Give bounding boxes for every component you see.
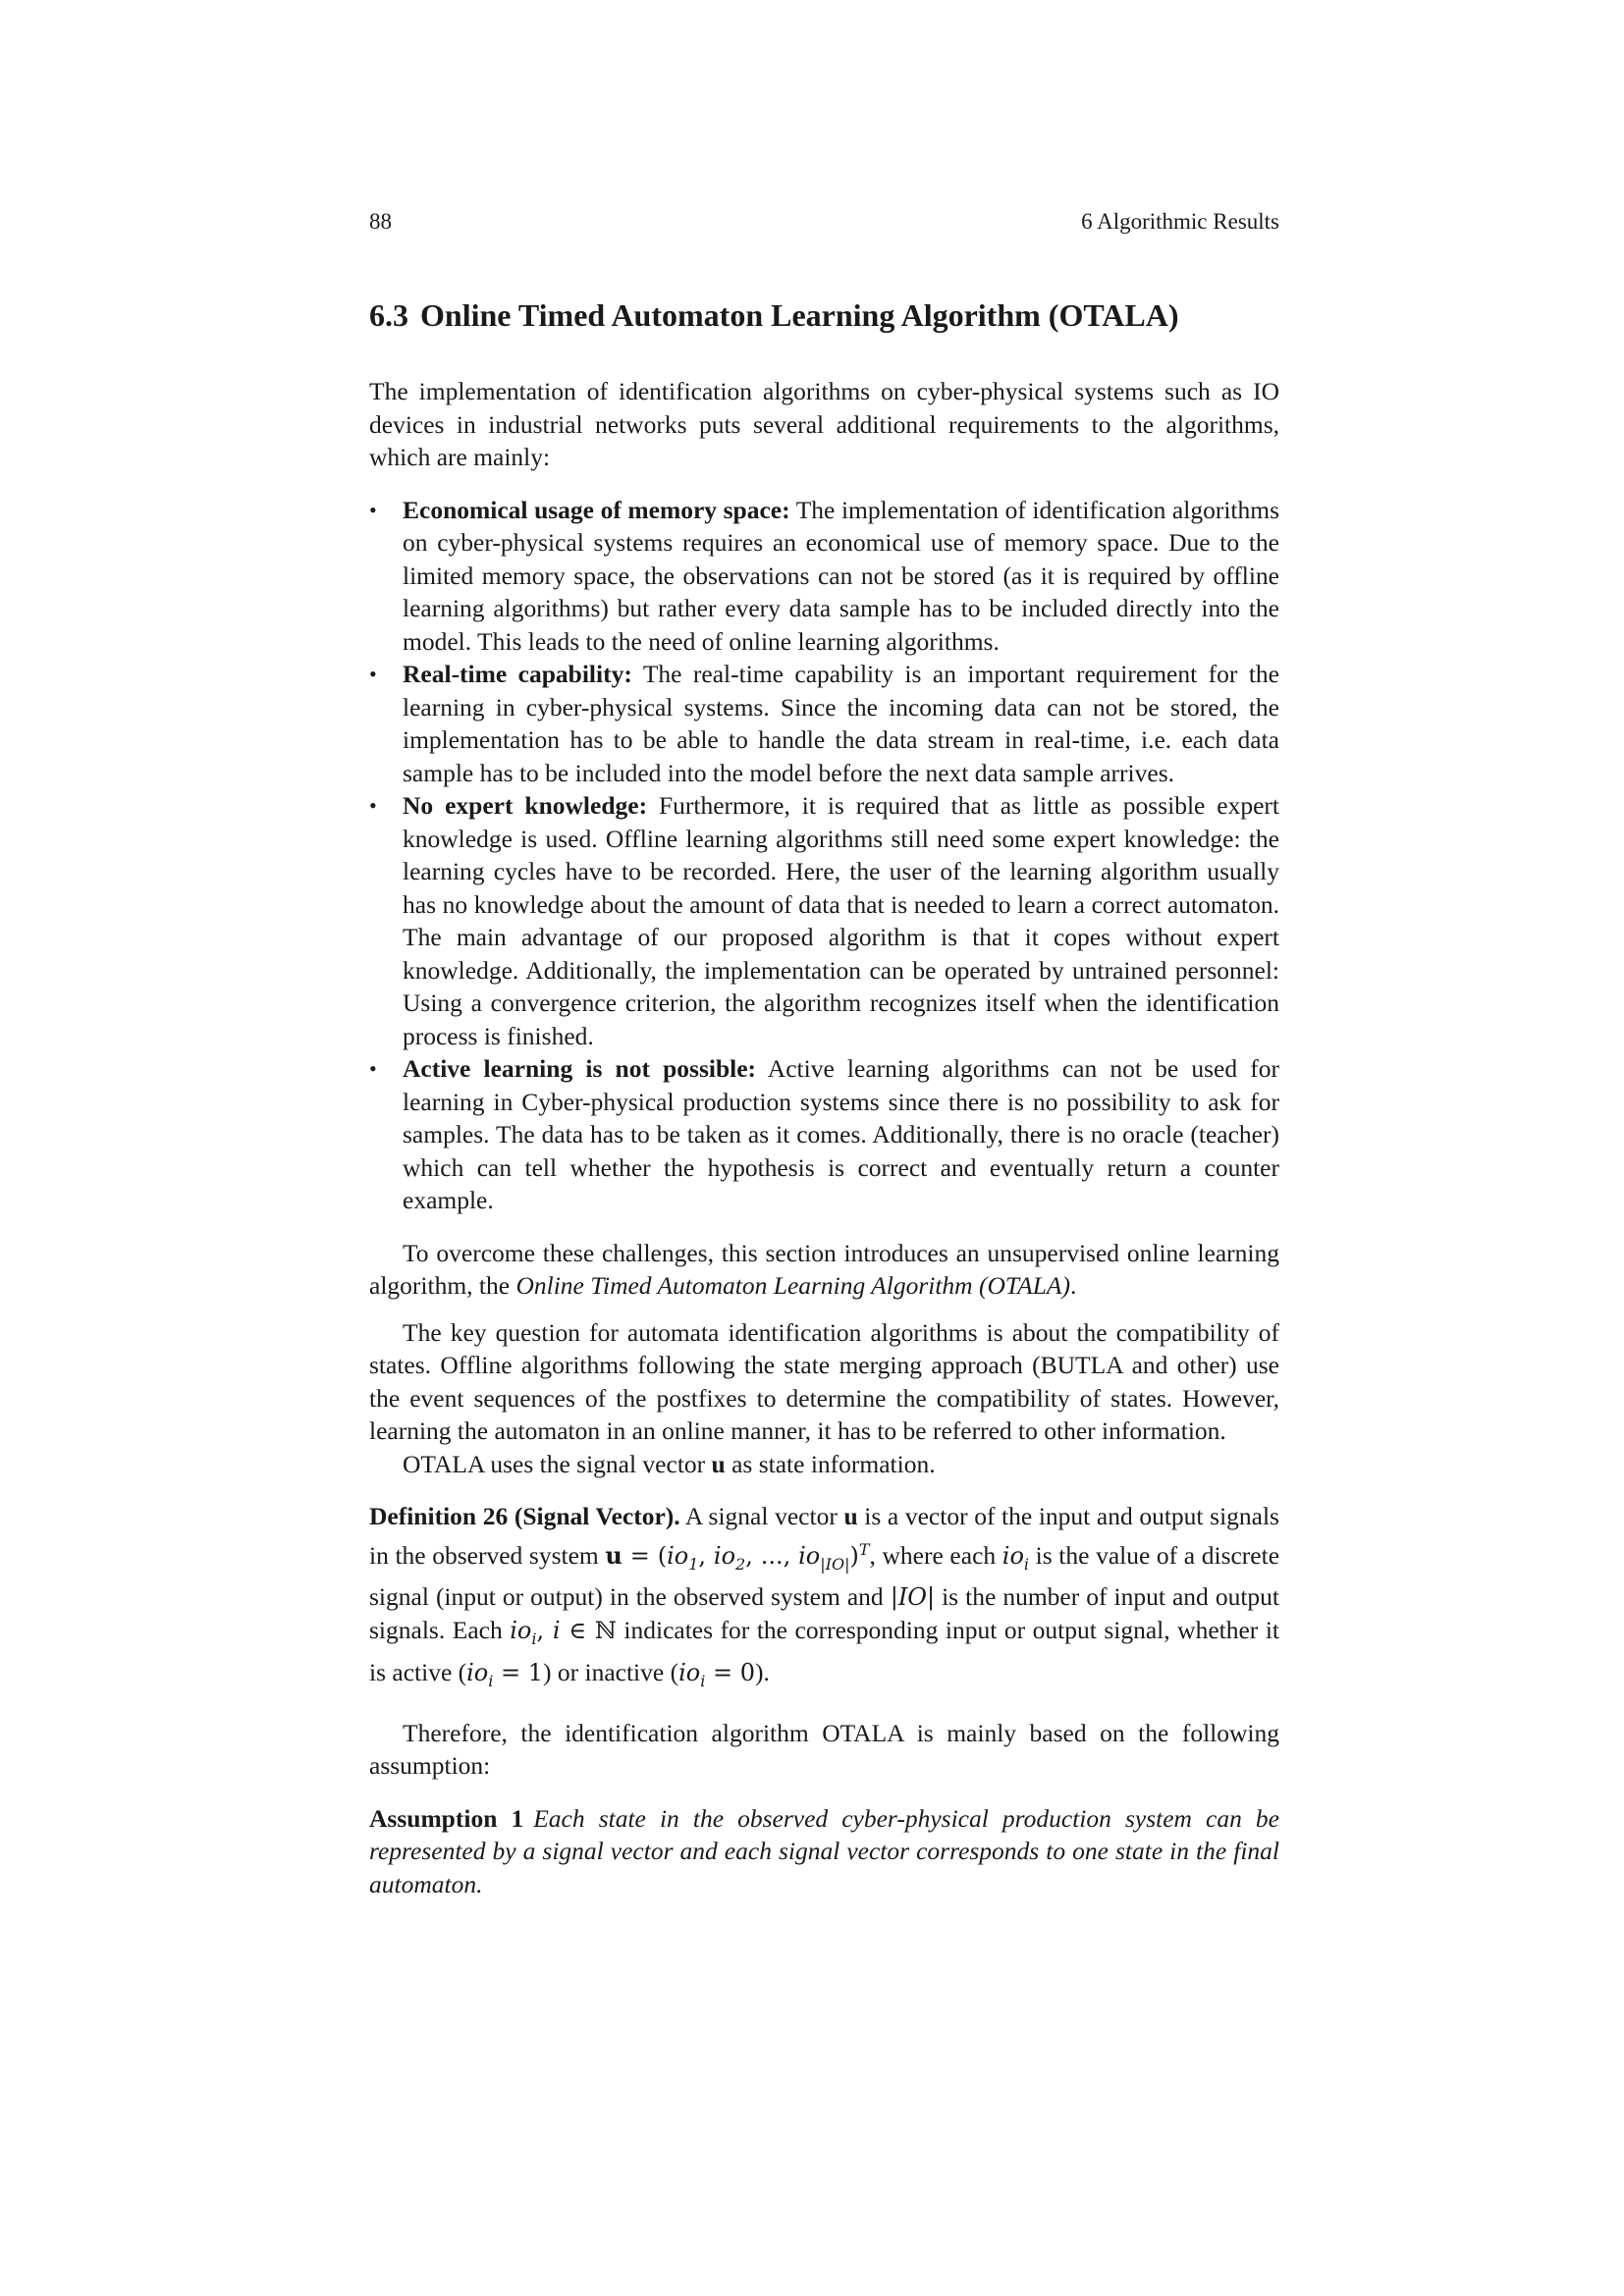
requirement-term: Active learning is not possible:	[403, 1054, 757, 1083]
io-count-symbol: |IO|	[890, 1582, 936, 1611]
definition-block	[369, 1500, 1279, 1697]
overcome-paragraph	[369, 1237, 1279, 1303]
otala-name: Online Timed Automaton Learning Algorithm (OTALA)	[515, 1271, 1070, 1300]
assumption-label: Assumption 1	[369, 1803, 524, 1833]
definition-text: , where each	[869, 1540, 1002, 1570]
bullet-icon: •	[369, 1056, 377, 1081]
otala-text-after: as state information.	[725, 1449, 936, 1478]
signal-vector-formula: $u = (io_1$, $io_2$, ..., $io_{|IO|})^T$	[605, 1539, 870, 1574]
signal-vector-symbol: u	[711, 1449, 726, 1478]
definition-text: ).	[754, 1657, 770, 1686]
requirement-text: The real-time capability is an important requirement for the learning in cyber-physical systems. Since the incoming data can not be stored, the implementation has to be able to handle the data stream in real-time, i.e. each data sample has to be included into the model before the next data sample arrives.	[403, 660, 1279, 787]
io-index-formula: $io_i$, i ∈ ℕ	[510, 1617, 617, 1649]
bullet-icon: •	[369, 793, 377, 818]
requirement-text: The implementation of identification algorithms on cyber-physical systems requires an economical use of memory space. Due to the limited memory space, the observations can not be stored (as it is required by offline learning algorithms) but rather every data sample has to be included directly into the model. This leads to the need of online learning algorithms.	[403, 495, 1280, 656]
section-body	[369, 375, 1279, 1900]
otala-paragraph	[369, 1448, 1279, 1481]
definition-text: ) or inactive (	[543, 1657, 679, 1686]
bullet-icon: •	[369, 662, 377, 686]
section-title: Online Timed Automaton Learning Algorithm (OTALA)	[420, 297, 1179, 333]
inactive-formula: $io_i = 0$	[678, 1658, 755, 1690]
requirement-term: No expert knowledge:	[403, 791, 648, 820]
list-item	[369, 658, 1279, 789]
list-item	[369, 494, 1279, 659]
requirement-term: Economical usage of memory space:	[403, 495, 790, 524]
key-question-paragraph: The key question for automata identification algorithms is about the compatibility of states. Offline algorithms following the state merging approach (BUTLA and other) use the event sequences of the postfixes to determine the compatibility of states. However, learning the automaton in an online manner, it has to be referred to other information.	[369, 1317, 1279, 1445]
list-item	[369, 1052, 1279, 1217]
list-item	[369, 789, 1279, 1052]
definition-text: A signal vector	[679, 1502, 844, 1530]
active-formula: $io_i = 1$	[466, 1658, 544, 1690]
requirement-text: Furthermore, it is required that as little as possible expert knowledge is used. Offline learning algorithms still need some expert knowledge: the learning cycles have to be recorded. Here, the user of the learning algorithm usually has no knowledge about the amount of data that is needed to learn a correct automaton. The main advantage of our proposed algorithm is that it copes without expert knowledge. Additionally, the implementation can be operated by untrained personnel: Using a convergence criterion, the algorithm recognizes itself when the identification process is finished.	[403, 791, 1279, 1050]
page-number: 88	[369, 209, 392, 234]
section-heading	[369, 295, 1279, 335]
overcome-end: .	[1070, 1271, 1077, 1300]
assumption-text: Each state in the observed cyber-physical production system can be represented by a signal vector and each signal vector corresponds to one state in the final automaton.	[369, 1803, 1279, 1898]
definition-text: is the number of input and output signals. Each	[369, 1581, 1279, 1645]
otala-text-before: OTALA uses the signal vector	[403, 1449, 712, 1478]
definition-text: is a vector of the input and output signals in the observed system	[369, 1502, 1279, 1570]
requirement-term: Real-time capability:	[403, 660, 632, 688]
section-number: 6.3	[369, 297, 408, 333]
intro-paragraph: The implementation of identification algorithms on cyber-physical systems such as IO devices in industrial networks puts several additional requirements to the algorithms, which are mainly:	[369, 377, 1279, 471]
requirement-text: Active learning algorithms can not be used for learning in Cyber-physical production systems since there is no possibility to ask for samples. The data has to be taken as it comes. Additionally, there is no oracle (teacher) which can tell whether the hypothesis is correct and eventually return a counter example.	[403, 1054, 1279, 1214]
running-head	[369, 208, 1279, 236]
io-i-symbol: $io_i$	[1001, 1541, 1030, 1574]
definition-text: is the value of a discrete signal (input or output) in the observed system and	[369, 1540, 1280, 1611]
therefore-paragraph: Therefore, the identification algorithm OTALA is mainly based on the following assumption:	[369, 1718, 1279, 1781]
requirements-list	[369, 494, 1279, 1217]
definition-label: Definition 26 (Signal Vector).	[369, 1502, 680, 1530]
overcome-text: To overcome these challenges, this section introduces an unsupervised online learning algorithm, the	[369, 1238, 1279, 1300]
definition-text: indicates for the corresponding input or output signal, whether it is active (	[369, 1616, 1279, 1686]
bullet-icon: •	[369, 497, 377, 522]
assumption-block	[369, 1802, 1279, 1901]
chapter-title: 6 Algorithmic Results	[1081, 209, 1279, 234]
signal-vector-symbol: u	[843, 1502, 858, 1530]
